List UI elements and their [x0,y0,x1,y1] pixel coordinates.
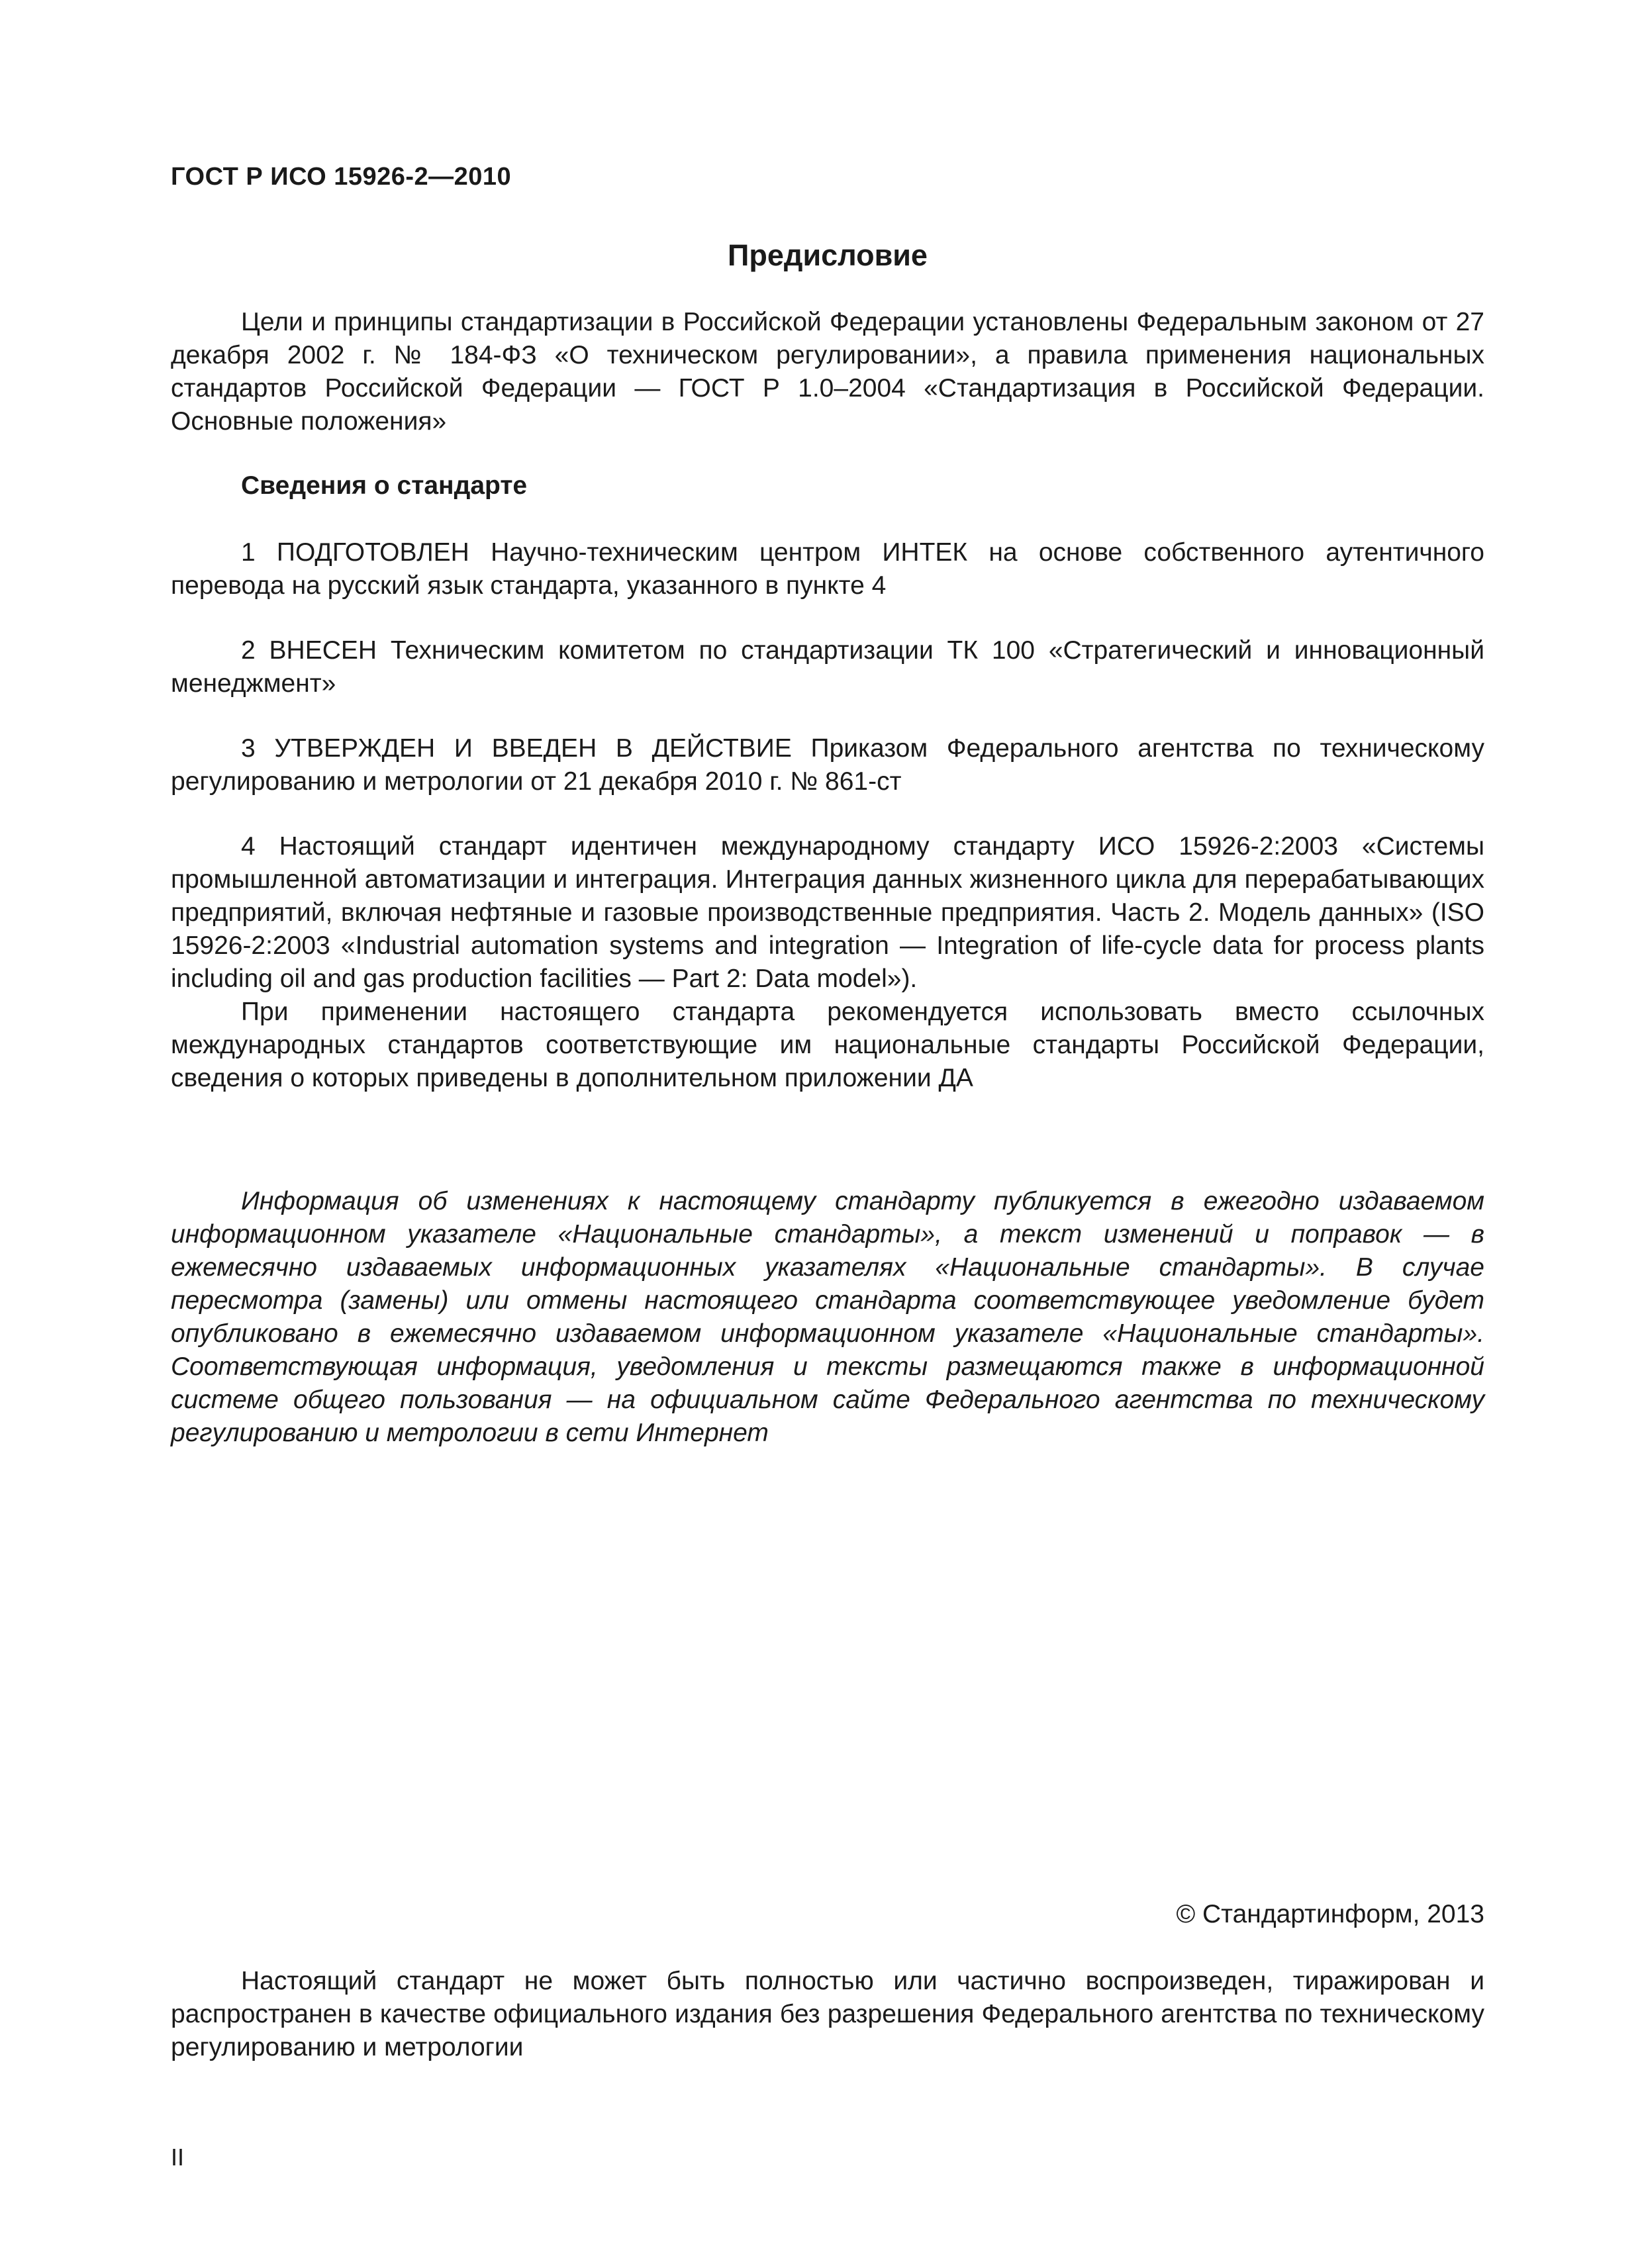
item-4-block [171,830,1484,1095]
list-item-1: 1 ПОДГОТОВЛЕН Научно-техническим центром ИНТЕК на основе собственного аутентичного перевода на русский язык стандарта, указанного в пункте 4 [171,538,1484,600]
item-3-block [171,732,1484,798]
changes-info-block [171,1185,1484,1450]
list-item-3: 3 УТВЕРЖДЕН И ВВЕДЕН В ДЕЙСТВИЕ Приказом Федерального агентства по техническому регулированию и метрологии от 21 декабря 2010 г. № 861-ст [171,734,1484,796]
page-number: II [171,2144,185,2171]
changes-info: Информация об изменениях к настоящему стандарту публикуется в ежегодно издаваемом информационном указателе «Национальные стандарты», а текст изменений и поправок — в ежемесячно издаваемых информационных указателях «Национальные стандарты». В случае пересмотра (замены) или отмены настоящего стандарта соответствующее уведомление будет опубликовано в ежемесячно издаваемом информационном указателе «Национальные стандарты». Соответствующая информация, уведомления и тексты размещаются также в информационной системе общего пользования — на официальном сайте Федерального агентства по техническому регулированию и метрологии в сети Интернет [171,1187,1484,1447]
list-item-4: 4 Настоящий стандарт идентичен международному стандарту ИСО 15926-2:2003 «Системы промышленной автоматизации и интеграция. Интеграция данных жизненного цикла для перерабатывающих предприятий, включая нефтяные и газовые производственные предприятия. Часть 2. Модель данных» (ISO 15926-2:2003 «Industrial automation systems and integration — Integration of life-cycle data for process plants including oil and gas production facilities — Part 2: Data model»). [171,832,1484,993]
reproduction-notice-block [171,1965,1484,2064]
document-code: ГОСТ Р ИСО 15926-2—2010 [171,163,512,191]
item-2-block [171,634,1484,700]
page-title: Предисловие [728,238,928,272]
preface-intro-block [171,306,1484,438]
info-heading: Сведения о стандарте [241,471,528,500]
list-item-4-note: При применении настоящего стандарта рекомендуется использовать вместо ссылочных международных стандартов соответствующие им национальные стандарты Российской Федерации, сведения о которых приведены в дополнительном приложении ДА [171,998,1484,1092]
list-item-2: 2 ВНЕСЕН Техническим комитетом по стандартизации ТК 100 «Стратегический и инновационный менеджмент» [171,636,1484,698]
copyright: © Стандартинформ, 2013 [1176,1900,1484,1928]
preface-intro: Цели и принципы стандартизации в Российской Федерации установлены Федеральным законом от 27 декабря 2002 г. № 184-ФЗ «О техническом регулировании», а правила применения национальных стандартов Российской Федерации — ГОСТ Р 1.0–2004 «Стандартизация в Российской Федерации. Основные положения» [171,308,1484,436]
reproduction-notice: Настоящий стандарт не может быть полностью или частично воспроизведен, тиражирован и распространен в качестве официального издания без разрешения Федерального агентства по техническому регулированию и метрологии [171,1967,1484,2061]
item-1-block [171,536,1484,602]
